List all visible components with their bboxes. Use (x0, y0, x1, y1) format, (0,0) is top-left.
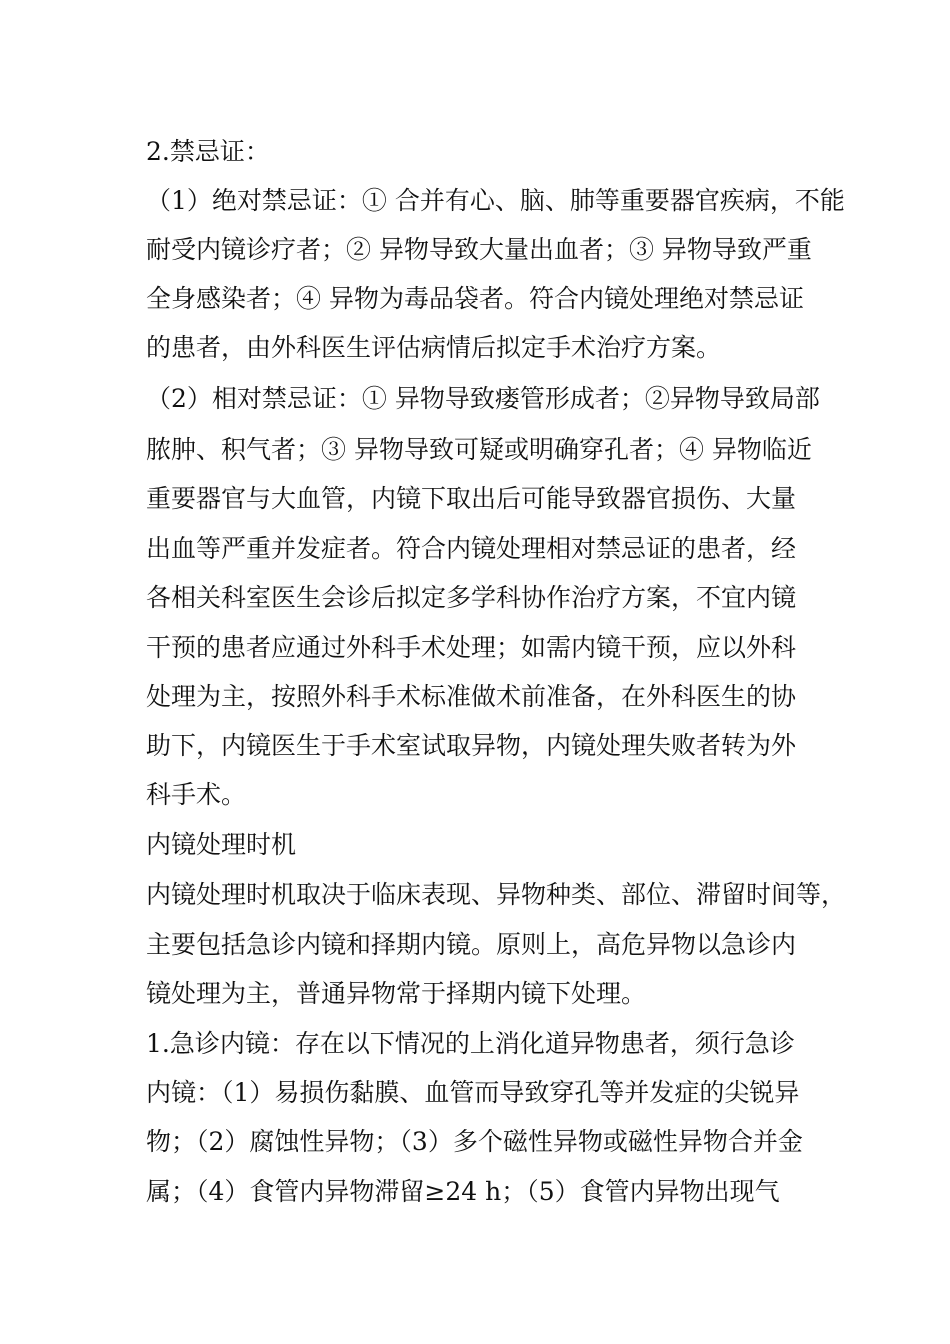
text-line: 镜处理为主，普通异物常于择期内镜下处理。 (146, 979, 647, 1008)
text-line: 出血等严重并发症者。符合内镜处理相对禁忌证的患者，经 (146, 534, 797, 563)
text-line: 物；（2）腐蚀性异物；（3）多个磁性异物或磁性异物合并金 (146, 1127, 803, 1156)
text-line: 重要器官与大血管，内镜下取出后可能导致器官损伤、大量 (146, 484, 797, 513)
text-line: 内镜处理时机取决于临床表现、异物种类、部位、滞留时间等， (146, 880, 847, 909)
text-line: （1）绝对禁忌证：① 合并有心、脑、肺等重要器官疾病，不能 (146, 186, 845, 215)
text-line: 主要包括急诊内镜和择期内镜。原则上，高危异物以急诊内 (146, 930, 797, 959)
text-line: （2）相对禁忌证：① 异物导致瘘管形成者；②异物导致局部 (146, 384, 820, 413)
text-line: 内镜：（1）易损伤黏膜、血管而导致穿孔等并发症的尖锐异 (146, 1078, 800, 1107)
text-line: 各相关科室医生会诊后拟定多学科协作治疗方案，不宜内镜 (146, 583, 797, 612)
text-line: 干预的患者应通过外科手术处理；如需内镜干预，应以外科 (146, 633, 797, 662)
text-line: 1.急诊内镜：存在以下情况的上消化道异物患者，须行急诊 (146, 1029, 795, 1058)
text-line: 全身感染者；④ 异物为毒品袋者。符合内镜处理绝对禁忌证 (146, 284, 804, 313)
text-line: 处理为主，按照外科手术标准做术前准备，在外科医生的协 (146, 682, 797, 711)
section-heading-contraindications: 2.禁忌证： (146, 137, 270, 166)
text-line: 的患者，由外科医生评估病情后拟定手术治疗方案。 (146, 333, 722, 362)
section-heading-timing: 内镜处理时机 (146, 830, 297, 859)
text-line: 耐受内镜诊疗者；② 异物导致大量出血者；③ 异物导致严重 (146, 235, 812, 264)
text-line: 助下，内镜医生于手术室试取异物，内镜处理失败者转为外 (146, 731, 797, 760)
text-line: 属；（4）食管内异物滞留≥24 h；（5）食管内异物出现气 (146, 1177, 780, 1206)
text-line: 科手术。 (146, 780, 247, 809)
text-line: 脓肿、积气者；③ 异物导致可疑或明确穿孔者；④ 异物临近 (146, 435, 812, 464)
